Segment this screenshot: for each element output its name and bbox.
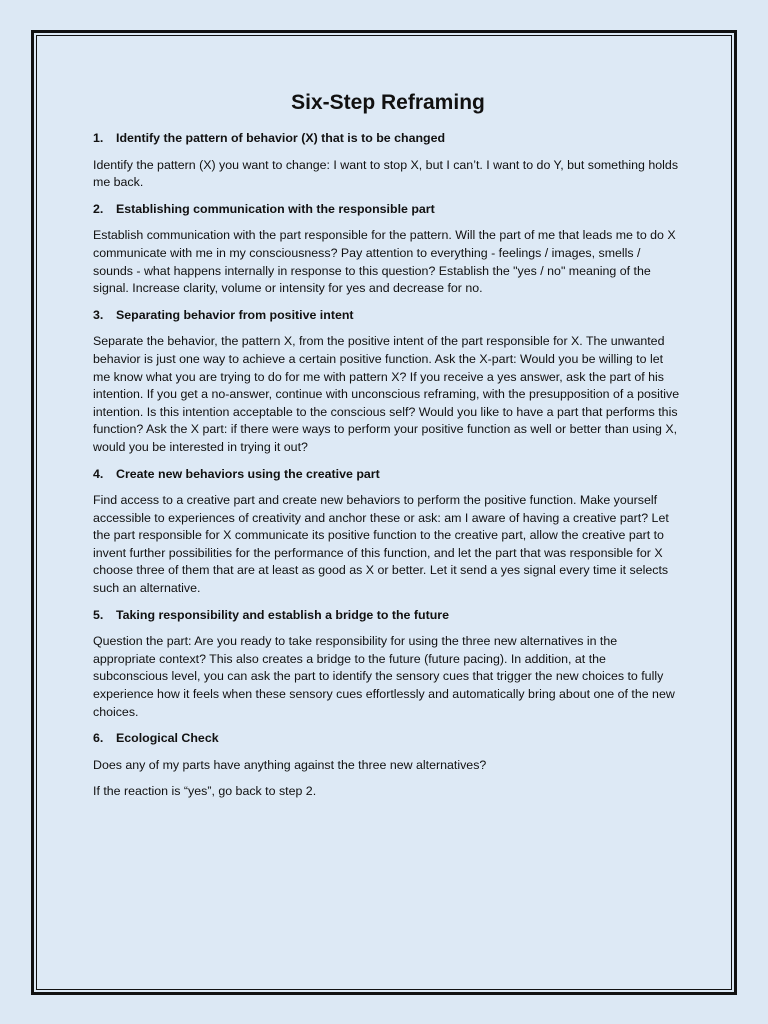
step-heading: [93, 307, 683, 325]
step-paragraph: Separate the behavior, the pattern X, from the positive intent of the part responsible for X. The unwanted behavior is just one way to achieve a certain positive function. Ask the X-part: Would you be willing to let me know what you are trying to do for me with pattern X? If you receive a yes answer, ask the part of his intention. If you get a no-answer, continue with unconscious reframing, with the presupposition of a positive intention. Is this intention acceptable to the conscious self? Would you like to have a part that performs this function? Ask the X part: if there were ways to perform your positive function as well or better than using X, would you be interested in trying it out?: [93, 334, 680, 454]
step-1: [93, 130, 683, 192]
step-number: 3.: [93, 307, 104, 322]
step-heading-text: Taking responsibility and establish a bridge to the future: [116, 607, 449, 622]
step-heading: [93, 607, 683, 625]
step-heading-text: Identify the pattern of behavior (X) that is to be changed: [116, 131, 446, 145]
step-paragraph: If the reaction is “yes”, go back to step 2.: [93, 784, 317, 799]
step-paragraph: Find access to a creative part and create new behaviors to perform the positive function. Make yourself accessible to experiences of creativity and anchor these or ask: am I aware of having a creative part? Let the part responsible for X communicate its positive function to the creative part, allow the creative part to invent further possibilities for the performance of this function, and let the part that was responsible for X choose three of them that are at least as good as X or better. Let it send a yes signal every time it selects such an alternative.: [93, 493, 669, 596]
step-heading: [93, 201, 683, 219]
step-heading: [93, 466, 683, 484]
step-heading-text: Create new behaviors using the creative part: [116, 466, 380, 481]
step-number: 1.: [93, 131, 104, 145]
step-number: 2.: [93, 201, 104, 216]
step-heading-text: Separating behavior from positive intent: [116, 307, 354, 322]
step-4: [93, 466, 683, 598]
step-number: 5.: [93, 607, 104, 622]
step-2: [93, 201, 683, 298]
step-number: 6.: [93, 731, 104, 746]
step-6: [93, 730, 683, 801]
step-5: [93, 607, 683, 722]
step-paragraph: Establish communication with the part responsible for the pattern. Will the part of me that leads me to do X communicate with me in my consciousness? Pay attention to everything - feelings / images, smells / sounds - what happens internally in response to this question? Establish the "yes / no" meaning of the signal. Increase clarity, volume or intensity for yes and decrease for no.: [93, 228, 676, 296]
step-3: [93, 307, 683, 457]
step-paragraph: Identify the pattern (X) you want to change: I want to stop X, but I can’t. I want to do Y, but something holds me back.: [93, 157, 679, 190]
step-paragraph: Does any of my parts have anything against the three new alternatives?: [93, 757, 487, 772]
document-title: Six-Step Reframing: [291, 91, 485, 114]
step-number: 4.: [93, 466, 104, 481]
step-heading: [93, 730, 683, 748]
document-content: [93, 88, 683, 810]
step-paragraph: Question the part: Are you ready to take responsibility for using the three new alternatives in the appropriate context? This also creates a bridge to the future (future pacing). In addition, at the subconscious level, you can ask the part to identify the sensory cues that trigger the new choices to fully experience how it feels when these sensory cues effortlessly and automatically bring about one of the new choices.: [93, 634, 675, 719]
step-heading-text: Ecological Check: [116, 731, 219, 746]
step-heading-text: Establishing communication with the responsible part: [116, 201, 435, 216]
step-heading: [93, 130, 683, 148]
